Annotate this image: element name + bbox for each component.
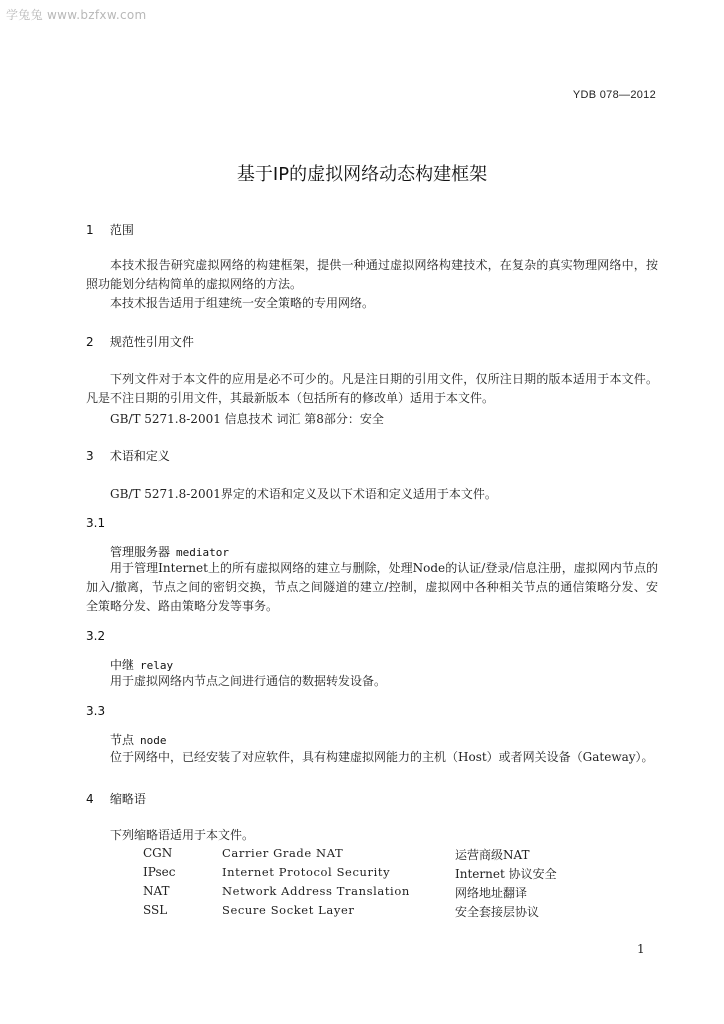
abbr-english: Internet Protocol Security: [222, 865, 391, 879]
term-3-1-definition: 用于管理Internet上的所有虚拟网络的建立与删除，处理Node的认证/登录/信息注册，虚拟网内节点的加入/撤离，节点之间的密钥交换，节点之间隧道的建立/控制，虚拟网中各种相关节点的通信策略分发、安全策略分发、路由策略分发等事务。: [86, 561, 658, 613]
term-3-3-heading: [110, 731, 167, 748]
abbr-chinese: 运营商级NAT: [455, 848, 530, 862]
document-number: YDB 078—2012: [572, 89, 656, 101]
term-chinese: 管理服务器: [110, 545, 171, 559]
page-number: 1: [637, 942, 645, 956]
section-number: 3: [86, 449, 94, 463]
section-3-heading: [86, 447, 170, 464]
term-3-2-number: 3.2: [86, 629, 106, 643]
section-title: 范围: [109, 223, 134, 237]
abbr-chinese: 网络地址翻译: [455, 886, 528, 900]
term-3-2-definition: 用于虚拟网络内节点之间进行通信的数据转发设备。: [110, 674, 387, 688]
normative-reference: GB/T 5271.8-2001 信息技术 词汇 第8部分：安全: [110, 412, 384, 426]
watermark: 学兔兔 www.bzfxw.com: [6, 8, 147, 22]
section-number: 2: [86, 335, 94, 349]
section-title: 缩略语: [109, 792, 146, 806]
abbr-code: NAT: [143, 884, 170, 898]
term-3-1-number: 3.1: [86, 516, 106, 530]
abbr-code: SSL: [143, 903, 168, 917]
term-english: mediator: [176, 546, 229, 559]
term-3-1-heading: [110, 543, 229, 560]
term-chinese: 节点: [110, 733, 135, 747]
term-english: node: [140, 734, 167, 747]
abbr-code: CGN: [143, 846, 173, 860]
section-4-intro: 下列缩略语适用于本文件。: [110, 828, 255, 842]
abbr-english: Carrier Grade NAT: [222, 846, 344, 860]
section-4-heading: [86, 790, 146, 807]
section-title: 术语和定义: [109, 449, 170, 463]
section-1-paragraph-2: 本技术报告适用于组建统一安全策略的专用网络。: [110, 296, 375, 310]
term-english: relay: [140, 659, 174, 672]
document-title: 基于IP的虚拟网络动态构建框架: [236, 164, 488, 185]
term-3-3-number: 3.3: [86, 704, 106, 718]
section-2-paragraph-1: 下列文件对于本文件的应用是必不可少的。凡是注日期的引用文件，仅所注日期的版本适用于本文件。凡是不注日期的引用文件，其最新版本（包括所有的修改单）适用于本文件。: [86, 372, 658, 405]
abbr-chinese: 安全套接层协议: [455, 905, 540, 919]
section-number: 4: [86, 792, 94, 806]
section-3-intro: GB/T 5271.8-2001界定的术语和定义及以下术语和定义适用于本文件。: [110, 487, 497, 501]
term-3-3-definition: 位于网络中，已经安装了对应软件，具有构建虚拟网能力的主机（Host）或者网关设备（Gateway）。: [110, 750, 654, 764]
section-2-heading: [86, 333, 194, 350]
abbr-code: IPsec: [143, 865, 176, 879]
section-number: 1: [86, 223, 94, 237]
section-1-paragraph-1: 本技术报告研究虚拟网络的构建框架，提供一种通过虚拟网络构建技术，在复杂的真实物理网络中，按照功能划分结构简单的虚拟网络的方法。: [86, 258, 658, 291]
section-1-heading: [86, 221, 134, 238]
abbr-english: Secure Socket Layer: [222, 903, 355, 917]
abbr-chinese: Internet 协议安全: [455, 867, 557, 881]
section-title: 规范性引用文件: [109, 335, 194, 349]
term-3-2-heading: [110, 656, 173, 673]
term-chinese: 中继: [110, 658, 135, 672]
abbr-english: Network Address Translation: [222, 884, 410, 898]
